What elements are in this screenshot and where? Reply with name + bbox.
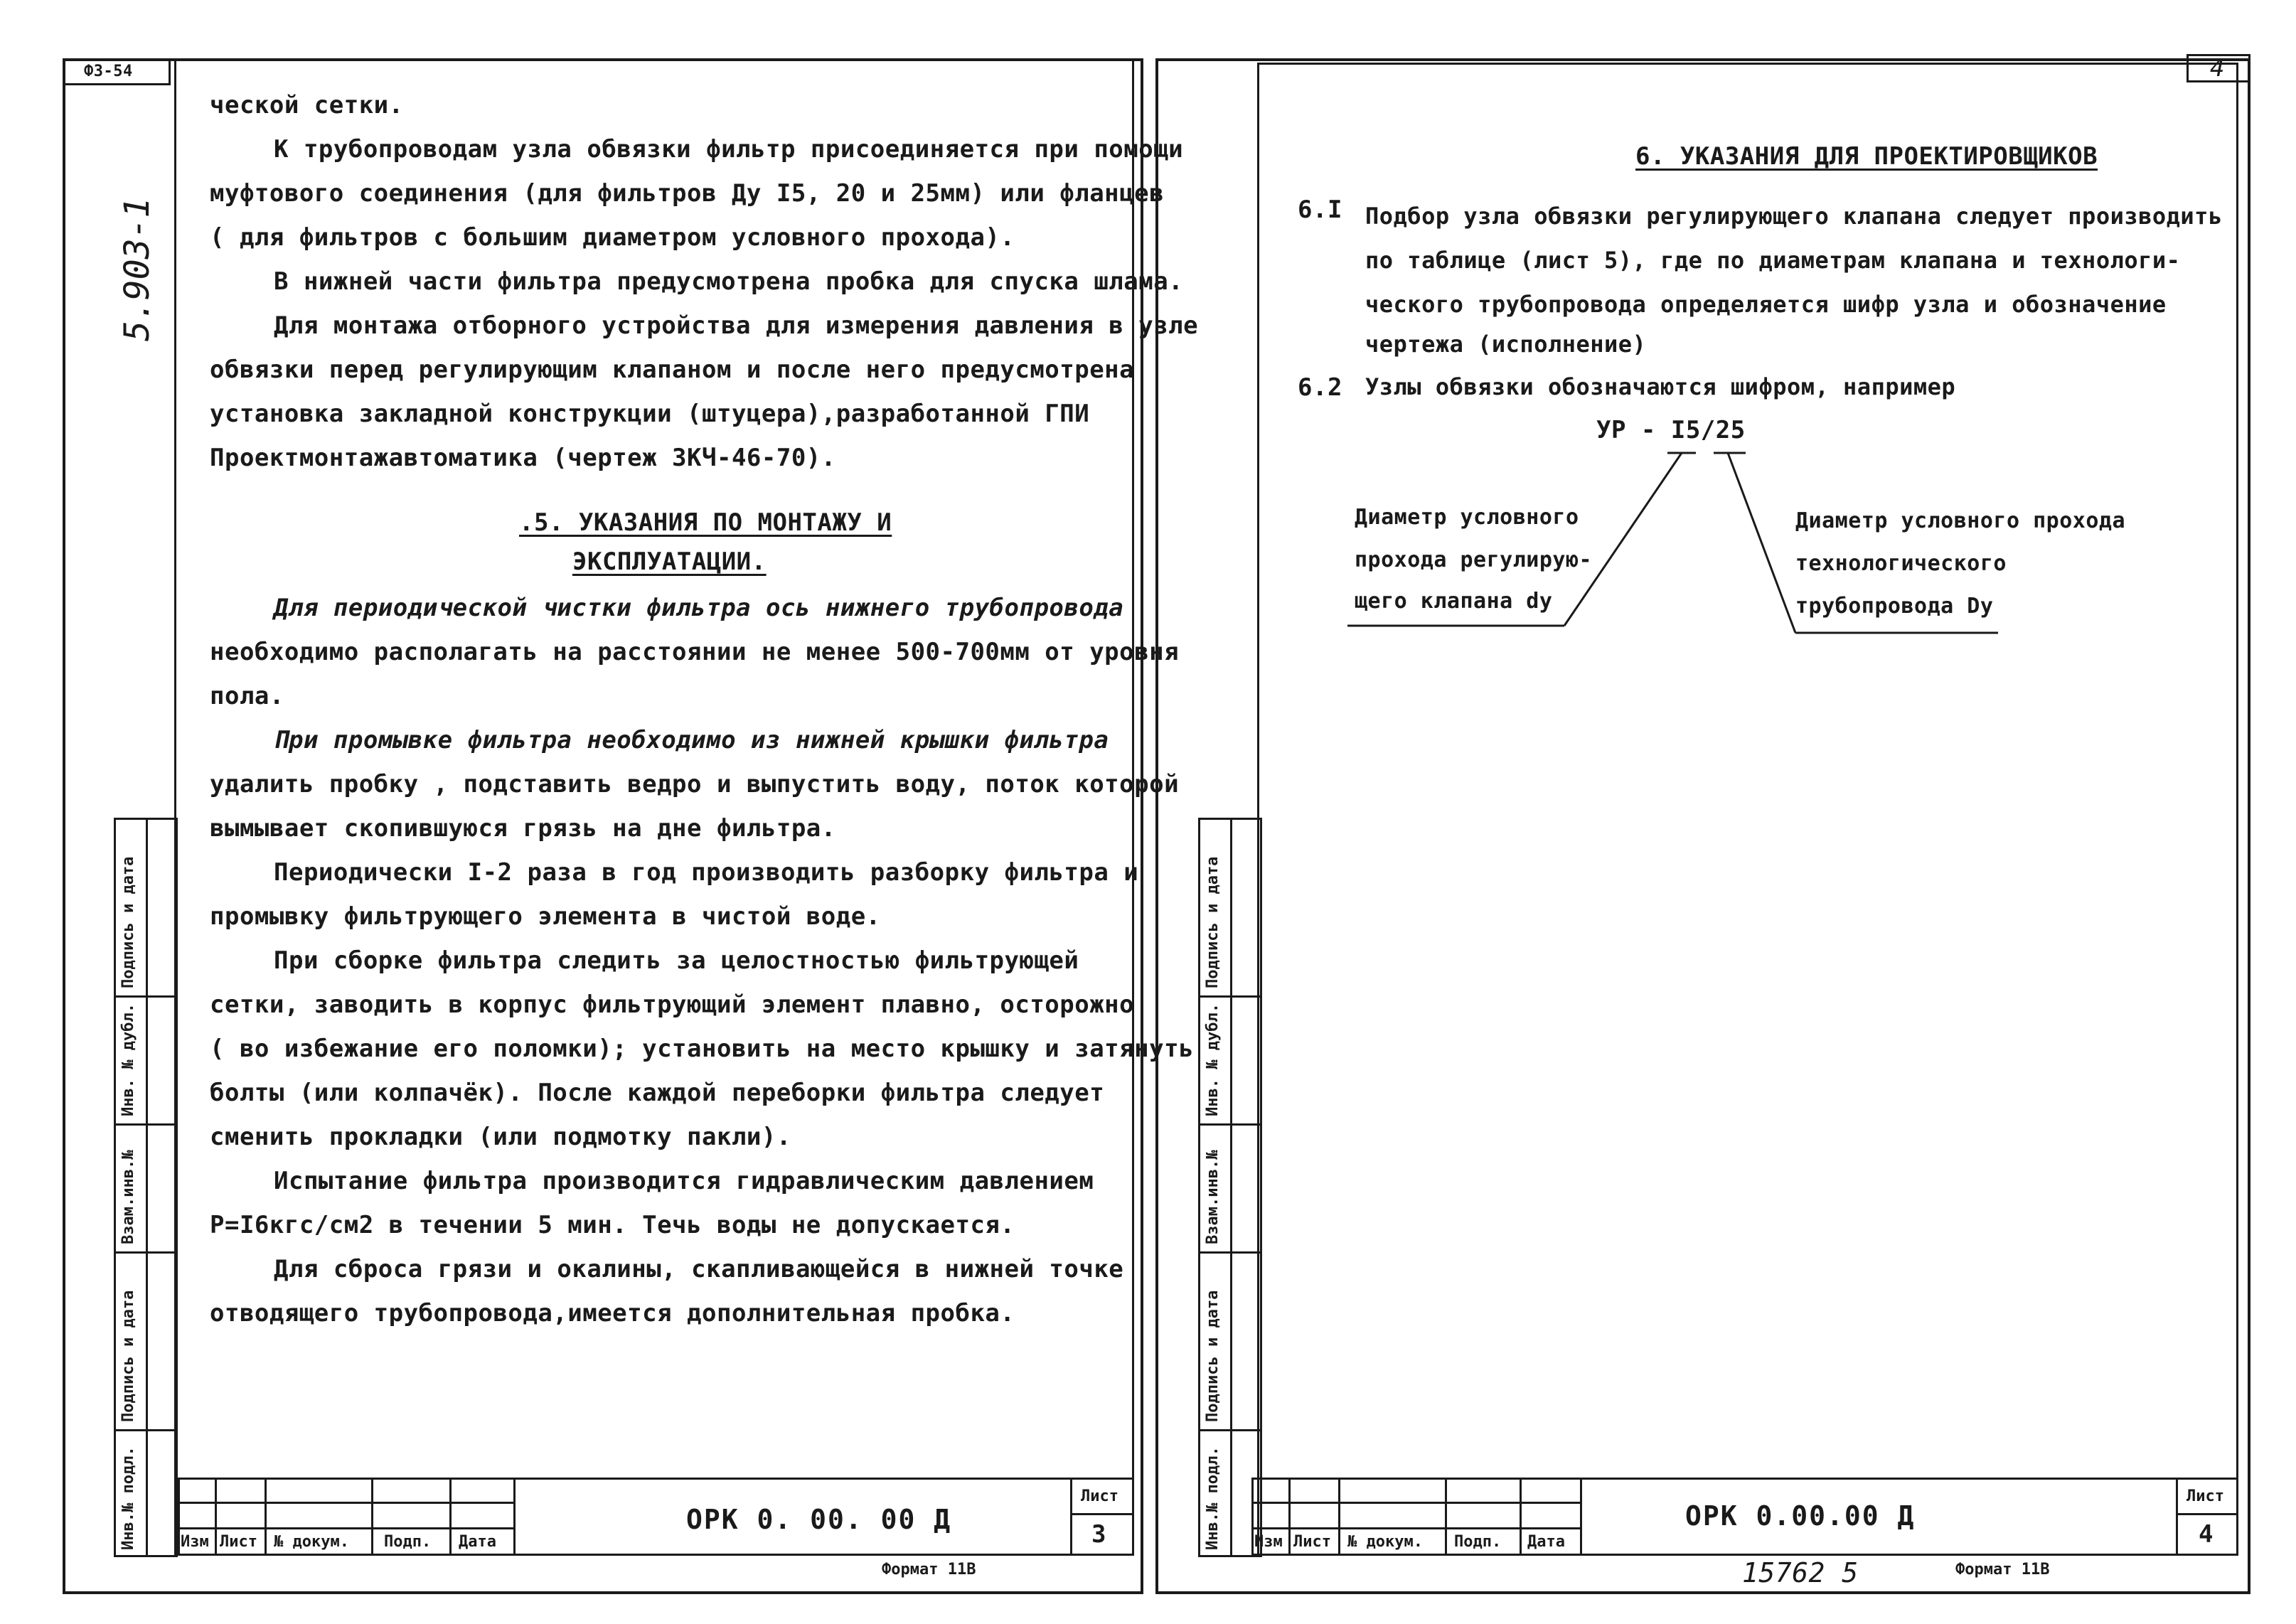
right-stamp-label-4: Подпись и дата — [1204, 856, 1222, 988]
right-stamp-sep-4 — [1198, 1429, 1262, 1431]
handwritten-number: 15762 5 — [1742, 1557, 1859, 1588]
right-leader-line — [1728, 453, 1795, 633]
left-corner-label: ФЗ-54 — [84, 63, 133, 80]
left-para-line-4: В нижней части фильтра предусмотрена пробка для спуска шлама. — [274, 267, 1184, 296]
left-tb-label-date: Дата — [459, 1533, 496, 1551]
section5-line-11: болты (или колпачёк). После каждой переборки фильтра следует — [210, 1079, 1105, 1107]
left-sheet-label: Лист — [1081, 1487, 1118, 1505]
right-side-stamp-divider — [1230, 818, 1232, 1557]
section5-line-3: При промывке фильтра необходимо из нижней крышки фильтра — [274, 726, 1109, 754]
callout-leaders — [1337, 427, 2034, 654]
left-para-line-6: обвязки перед регулирующим клапаном и после него предусмотрена — [210, 356, 1135, 384]
left-leader-line — [1564, 453, 1682, 626]
left-tb-label-podp: Подп. — [384, 1533, 432, 1551]
item-6-1-line-2: ческого трубопровода определяется шифр узла и обозначение — [1365, 291, 2167, 318]
section5-line-7: промывку фильтрующего элемента в чистой воде. — [210, 902, 881, 931]
left-para-line-1: К трубопроводам узла обвязки фильтр присоединяется при помощи — [274, 135, 1184, 164]
left-para-line-3: ( для фильтров с большим диаметром условного прохода). — [210, 223, 1015, 252]
right-tb-label-date: Дата — [1527, 1533, 1565, 1551]
code-example: УР - I5/25 — [1596, 416, 1746, 444]
left-stamp-label-2: Взам.инв.№ — [119, 1150, 137, 1244]
right-tb-label-izm: Изм — [1254, 1533, 1283, 1551]
left-stamp-sep-2 — [114, 1123, 178, 1126]
right-stamp-sep-2 — [1198, 1123, 1262, 1126]
left-para-line-7: установка закладной конструкции (штуцера),разработанной ГПИ — [210, 400, 1090, 428]
left-callout-line-2: щего клапана dу — [1355, 589, 1553, 614]
section5-line-14: Р=I6кгс/см2 в течении 5 мин. Течь воды не допускается. — [210, 1211, 1015, 1239]
left-stamp-label-0: Инв.№ подл. — [119, 1446, 137, 1550]
right-tb-row-1 — [1251, 1502, 1582, 1504]
left-stamp-sep-3 — [114, 1251, 178, 1254]
section5-line-16: отводящего трубопровода,имеется дополнительная пробка. — [210, 1299, 1015, 1327]
item-6-2-number: 6.2 — [1298, 373, 1342, 402]
right-callout-line-1: технологического — [1795, 551, 2007, 576]
left-tb-label-list: Лист — [220, 1533, 257, 1551]
right-callout-line-0: Диаметр условного прохода — [1795, 508, 2126, 533]
left-stamp-code: ОРК 0. 00. 00 Д — [686, 1504, 952, 1535]
right-stamp-code: ОРК 0.00.00 Д — [1685, 1500, 1916, 1532]
right-format-label: Формат 11В — [1955, 1561, 2050, 1578]
left-tb-sheet-divider — [1070, 1478, 1072, 1556]
left-format-label: Формат 11В — [882, 1561, 976, 1578]
item-6-1-line-0: Подбор узла обвязки регулирующего клапана следует производить — [1365, 203, 2223, 230]
section5-title-line2: ЭКСПЛУАТАЦИИ. — [572, 547, 767, 576]
left-stamp-sep-4 — [114, 1429, 178, 1431]
section5-line-9: сетки, заводить в корпус фильтрующий элемент плавно, осторожно — [210, 990, 1135, 1019]
item-6-1-line-3: чертежа (исполнение) — [1365, 331, 1647, 358]
left-tb-label-izm: Изм — [181, 1533, 209, 1551]
section5-line-1: необходимо располагать на расстоянии не менее 500-700мм от уровня — [210, 638, 1180, 666]
left-para-line-8: Проектмонтажавтоматика (чертеж ЗКЧ-46-70). — [210, 444, 836, 472]
right-stamp-label-0: Инв.№ подл. — [1204, 1446, 1222, 1550]
left-para-line-2: муфтового соединения (для фильтров Ду I5, 20 и 25мм) или фланцев — [210, 179, 1165, 208]
section5-line-5: вымывает скопившуюся грязь на дне фильтра. — [210, 814, 836, 843]
left-stamp-label-4: Подпись и дата — [119, 856, 137, 988]
left-stamp-label-1: Подпись и дата — [119, 1290, 137, 1422]
left-tb-sheet-row — [1070, 1513, 1134, 1515]
right-tb-label-podp: Подп. — [1454, 1533, 1502, 1551]
right-tb-sheet-divider — [2176, 1478, 2178, 1556]
right-stamp-label-1: Подпись и дата — [1204, 1290, 1222, 1422]
section5-line-15: Для сброса грязи и окалины, скапливающейся в нижней точке — [274, 1255, 1124, 1283]
section5-line-4: удалить пробку , подставить ведро и выпустить воду, поток которой — [210, 770, 1180, 798]
left-para-line-0: ческой сетки. — [210, 91, 404, 119]
section5-line-6: Периодически I-2 раза в год производить разборку фильтра и — [274, 858, 1139, 887]
section5-line-13: Испытание фильтра производится гидравлическим давлением — [274, 1167, 1094, 1195]
right-page-inner-frame — [1257, 63, 2238, 1556]
section5-title-line1: .5. УКАЗАНИЯ ПО МОНТАЖУ И — [519, 508, 892, 537]
left-callout-line-0: Диаметр условного — [1355, 505, 1579, 530]
right-tb-label-doc: № докум. — [1347, 1533, 1423, 1551]
left-side-stamp-divider — [146, 818, 148, 1557]
left-tb-row-2 — [178, 1527, 516, 1529]
right-stamp-sep-3 — [1198, 1251, 1262, 1254]
left-callout-line-1: прохода регулирую- — [1355, 547, 1593, 572]
section5-line-2: пола. — [210, 682, 284, 710]
section5-line-0: Для периодической чистки фильтра ось нижнего трубопровода — [274, 594, 1124, 622]
section5-line-8: При сборке фильтра следить за целостностью фильтрующей — [274, 946, 1079, 975]
item-6-1-line-1: по таблице (лист 5), где по диаметрам клапана и технологи- — [1365, 247, 2181, 274]
right-stamp-label-2: Взам.инв.№ — [1204, 1150, 1222, 1244]
left-tb-label-doc: № докум. — [274, 1533, 349, 1551]
right-callout-line-2: трубопровода Dу — [1795, 594, 1994, 619]
right-stamp-label-3: Инв. № дубл. — [1204, 1003, 1222, 1116]
right-sheet-label: Лист — [2186, 1487, 2224, 1505]
item-6-2-text: Узлы обвязки обозначаются шифром, например — [1365, 373, 1956, 400]
right-tb-row-2 — [1251, 1527, 1582, 1529]
left-stamp-label-3: Инв. № дубл. — [119, 1003, 137, 1116]
section6-title: 6. УКАЗАНИЯ ДЛЯ ПРОЕКТИРОВЩИКОВ — [1635, 142, 2098, 171]
left-para-line-5: Для монтажа отборного устройства для измерения давления в узле — [274, 311, 1199, 340]
left-sheet-number: 3 — [1091, 1520, 1106, 1549]
right-stamp-sep-1 — [1198, 995, 1262, 998]
section5-line-10: ( во избежание его поломки); установить на место крышку и затянуть — [210, 1035, 1195, 1063]
item-6-1-number: 6.I — [1298, 196, 1342, 224]
right-top-sheet-number: 4 — [2210, 54, 2225, 82]
right-tb-label-list: Лист — [1293, 1533, 1331, 1551]
series-number: 5.903-1 — [117, 197, 157, 341]
right-sheet-number: 4 — [2199, 1520, 2214, 1549]
right-tb-sheet-row — [2176, 1513, 2238, 1515]
section5-line-12: сменить прокладки (или подмотку пакли). — [210, 1123, 791, 1151]
left-tb-row-1 — [178, 1502, 516, 1504]
left-stamp-sep-1 — [114, 995, 178, 998]
